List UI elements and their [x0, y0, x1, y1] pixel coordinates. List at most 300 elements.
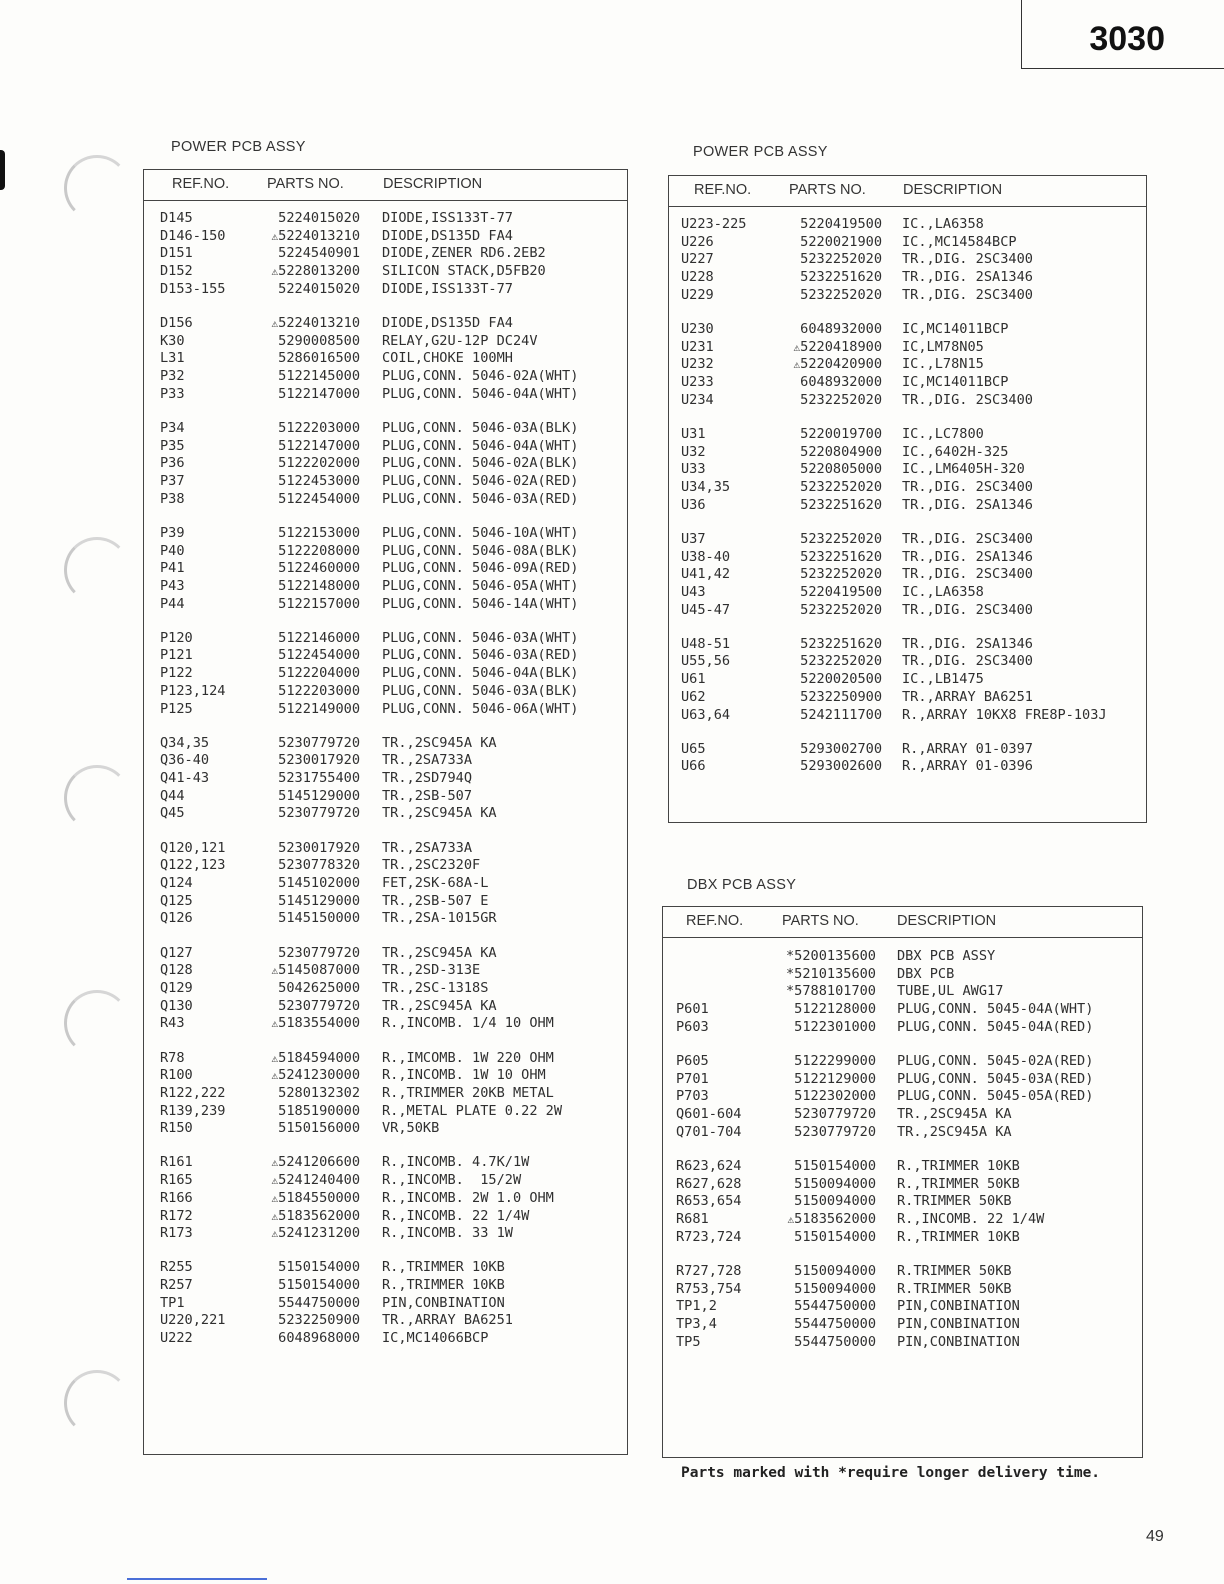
ref-no-cell: R172	[160, 1207, 193, 1224]
part-no-cell	[786, 948, 876, 966]
binding-edge-mark	[0, 150, 5, 190]
description-cell: R.,METAL PLATE 0.22 2W	[382, 1102, 563, 1119]
part-no-cell	[278, 945, 360, 963]
description-cell: PIN,CONBINATION	[897, 1333, 1020, 1350]
part-no-cell	[278, 245, 360, 263]
part-no-cell	[800, 549, 882, 567]
part-no-cell	[278, 210, 360, 228]
part-no-text: 5150094000	[794, 1280, 876, 1297]
table-row	[669, 426, 1146, 444]
row-group	[144, 210, 627, 298]
description-cell: PLUG,CONN. 5046-03A(BLK)	[382, 682, 579, 699]
table-row	[669, 653, 1146, 671]
ref-no-cell: P125	[160, 700, 193, 717]
part-no-text: 5150094000	[794, 1193, 876, 1210]
ref-no-cell: U33	[681, 461, 706, 478]
description-cell: TR.,ARRAY BA6251	[902, 688, 1033, 705]
table-row	[669, 216, 1146, 234]
table-row	[144, 857, 627, 875]
part-no-cell	[278, 578, 360, 596]
part-no-cell	[278, 333, 360, 351]
description-cell: PLUG,CONN. 5045-04A(RED)	[897, 1018, 1094, 1035]
part-no-cell	[800, 426, 882, 444]
part-no-text: 5122453000	[278, 472, 360, 489]
part-no-text: 5544750000	[794, 1315, 876, 1332]
table-row	[144, 1208, 627, 1226]
description-cell: PLUG,CONN. 5045-05A(RED)	[897, 1088, 1094, 1105]
table-row	[144, 752, 627, 770]
description-cell: TR.,DIG. 2SC3400	[902, 391, 1033, 408]
part-no-text: 5220019700	[800, 425, 882, 442]
part-no-text: 5150154000	[278, 1277, 360, 1294]
ref-no-cell: Q34,35	[160, 734, 210, 751]
ref-no-cell: U55,56	[681, 653, 731, 670]
table-row	[144, 228, 627, 246]
description-cell: TR.,2SC2320F	[382, 857, 481, 874]
part-no-text: 5145129000	[278, 787, 360, 804]
part-no-text: 5220804900	[800, 443, 882, 460]
part-no-cell	[278, 438, 360, 456]
part-no-cell	[272, 1154, 360, 1172]
table-row	[144, 910, 627, 928]
row-group	[669, 321, 1146, 409]
ref-no-cell: U229	[681, 286, 714, 303]
table-row	[663, 966, 1142, 984]
safety-warning-icon: ⚠	[271, 265, 279, 279]
part-no-cell	[278, 368, 360, 386]
part-no-text: 5042625000	[278, 979, 360, 996]
description-cell: PLUG,CONN. 5046-04A(WHT)	[382, 437, 579, 454]
description-cell: PLUG,CONN. 5046-04A(WHT)	[382, 385, 579, 402]
part-no-cell	[794, 1001, 876, 1019]
part-no-cell	[800, 216, 882, 234]
part-no-text: 5122454000	[278, 490, 360, 507]
description-cell: TR.,DIG. 2SA1346	[902, 635, 1033, 652]
part-no-cell	[278, 1085, 360, 1103]
description-cell: PLUG,CONN. 5046-09A(RED)	[382, 560, 579, 577]
ref-no-cell: U37	[681, 530, 706, 547]
description-cell: IC.,MC14584BCP	[902, 233, 1017, 250]
part-no-text: 5241240400	[278, 1172, 360, 1189]
table-row	[144, 770, 627, 788]
ref-no-cell: P33	[160, 385, 185, 402]
table-row	[144, 1259, 627, 1277]
row-group	[144, 315, 627, 403]
description-cell: R.TRIMMER 50KB	[897, 1280, 1012, 1297]
part-no-text: 5122299000	[794, 1052, 876, 1069]
description-cell: DBX PCB ASSY	[897, 948, 996, 964]
row-group	[144, 735, 627, 823]
part-no-cell	[278, 596, 360, 614]
ref-no-cell: R257	[160, 1277, 193, 1294]
ref-no-cell: K30	[160, 332, 185, 349]
part-no-text: 5220020500	[800, 671, 882, 688]
ref-no-cell: D151	[160, 245, 193, 262]
part-no-cell	[800, 741, 882, 759]
punch-hole	[64, 155, 130, 221]
ref-no-cell: Q125	[160, 892, 193, 909]
table-row	[144, 1154, 627, 1172]
description-cell: PLUG,CONN. 5046-03A(RED)	[382, 490, 579, 507]
part-no-text: 5232252020	[800, 653, 882, 670]
description-cell: TR.,DIG. 2SC3400	[902, 653, 1033, 670]
safety-warning-icon: ⚠	[271, 1209, 279, 1223]
part-no-text: 5145129000	[278, 892, 360, 909]
part-no-cell	[800, 689, 882, 707]
part-no-text: 5286016500	[278, 350, 360, 367]
table-row	[669, 269, 1146, 287]
table-row	[144, 998, 627, 1016]
safety-warning-icon: ⚠	[271, 229, 279, 243]
ref-no-cell: U32	[681, 443, 706, 460]
table-row	[144, 368, 627, 386]
row-group	[663, 1158, 1142, 1246]
part-no-cell	[278, 386, 360, 404]
ref-no-cell: U232	[681, 356, 714, 373]
part-no-text: 5544750000	[278, 1294, 360, 1311]
safety-warning-icon: ⚠	[271, 1191, 279, 1205]
part-no-cell	[278, 980, 360, 998]
part-no-cell	[794, 1334, 876, 1352]
part-no-cell	[794, 1176, 876, 1194]
part-no-text: *5200135600	[785, 948, 876, 964]
description-cell: IC.,LM6405H-320	[902, 461, 1025, 478]
footnote: Parts marked with *require longer delivery time.	[681, 1465, 1101, 1481]
ref-no-cell: U63,64	[681, 706, 731, 723]
part-no-text: 5241230000	[278, 1067, 360, 1084]
description-cell: TR.,DIG. 2SC3400	[902, 601, 1033, 618]
part-no-text: 5122129000	[794, 1070, 876, 1087]
part-no-text: 5183562000	[794, 1210, 876, 1227]
ref-no-cell: R122,222	[160, 1084, 226, 1101]
description-cell: TR.,DIG. 2SC3400	[902, 286, 1033, 303]
ref-no-cell: P122	[160, 665, 193, 682]
ref-no-cell: P37	[160, 472, 185, 489]
table-row	[669, 497, 1146, 515]
part-no-cell	[272, 1190, 360, 1208]
ref-no-cell: Q120,121	[160, 839, 226, 856]
table-row	[669, 356, 1146, 374]
part-no-text: 5122460000	[278, 560, 360, 577]
row-group	[669, 636, 1146, 724]
ref-no-cell: R753,754	[676, 1280, 742, 1297]
part-no-text: 5220419500	[800, 583, 882, 600]
part-no-cell	[272, 1067, 360, 1085]
ref-no-cell: P41	[160, 560, 185, 577]
part-no-text: 5122147000	[278, 437, 360, 454]
ref-no-cell: Q41-43	[160, 770, 210, 787]
description-cell: TUBE,UL AWG17	[897, 983, 1004, 1000]
ref-no-cell: D156	[160, 314, 193, 331]
part-no-cell	[278, 857, 360, 875]
table-row	[669, 321, 1146, 339]
row-group	[144, 945, 627, 1033]
ref-no-cell: R165	[160, 1172, 193, 1189]
part-no-text: 5230779720	[278, 997, 360, 1014]
safety-warning-icon: ⚠	[271, 1069, 279, 1083]
table-row	[663, 1158, 1142, 1176]
description-cell: IC,LM78N05	[902, 338, 984, 355]
table-row	[144, 210, 627, 228]
part-no-cell	[272, 263, 360, 281]
part-no-text: 5122146000	[278, 629, 360, 646]
description-cell: R.,ARRAY 10KX8 FRE8P-103J	[902, 706, 1107, 723]
part-no-text: 5241231200	[278, 1225, 360, 1242]
ref-no-cell: P36	[160, 455, 185, 472]
part-no-cell	[278, 1277, 360, 1295]
description-cell: TR.,DIG. 2SA1346	[902, 496, 1033, 513]
description-cell: PLUG,CONN. 5045-02A(RED)	[897, 1052, 1094, 1069]
part-no-text: 5122145000	[278, 368, 360, 384]
ref-no-cell: P703	[676, 1088, 709, 1105]
description-cell: R.,INCOMB. 33 1W	[382, 1225, 513, 1242]
part-no-text: 5230779720	[278, 944, 360, 961]
part-no-cell	[800, 444, 882, 462]
table-row	[144, 281, 627, 299]
part-no-cell	[800, 479, 882, 497]
part-no-text: 5242111700	[800, 706, 882, 723]
part-no-cell	[794, 1053, 876, 1071]
part-no-cell	[794, 1158, 876, 1176]
col-description: DESCRIPTION	[897, 913, 997, 929]
ref-no-cell: U43	[681, 583, 706, 600]
ref-no-cell: P121	[160, 647, 193, 664]
table-row	[144, 1067, 627, 1085]
part-no-cell	[800, 461, 882, 479]
part-no-text: 5293002700	[800, 740, 882, 757]
part-no-cell	[278, 525, 360, 543]
description-cell: TR.,DIG. 2SC3400	[902, 478, 1033, 495]
section-title-power-right: POWER PCB ASSY	[693, 144, 828, 160]
part-no-text: 5293002600	[800, 758, 882, 775]
description-cell: TR.,2SA733A	[382, 839, 473, 856]
description-cell: TR.,2SC-1318S	[382, 979, 489, 996]
table-row	[144, 1225, 627, 1243]
ref-no-cell: U230	[681, 320, 714, 337]
table-row	[669, 602, 1146, 620]
ref-no-cell: R161	[160, 1154, 193, 1171]
table-row	[669, 461, 1146, 479]
description-cell: IC.,LC7800	[902, 425, 984, 442]
part-no-cell	[272, 1172, 360, 1190]
part-no-cell	[278, 875, 360, 893]
part-no-cell	[800, 566, 882, 584]
part-no-cell	[278, 1103, 360, 1121]
ref-no-cell: U227	[681, 251, 714, 268]
ref-no-cell: Q44	[160, 787, 185, 804]
table-body	[663, 938, 1142, 1351]
table-row	[144, 701, 627, 719]
description-cell: SILICON STACK,D5FB20	[382, 263, 546, 280]
description-cell: PLUG,CONN. 5046-02A(WHT)	[382, 368, 579, 384]
ref-no-cell: U41,42	[681, 566, 731, 583]
part-no-text: 5183554000	[278, 1015, 360, 1032]
table-row	[144, 1312, 627, 1330]
part-no-cell	[794, 1124, 876, 1142]
ref-no-cell: Q130	[160, 997, 193, 1014]
table-row	[669, 392, 1146, 410]
description-cell: PLUG,CONN. 5046-03A(BLK)	[382, 419, 579, 436]
part-no-cell	[278, 630, 360, 648]
part-no-cell	[272, 315, 360, 333]
blue-underline-mark	[127, 1578, 267, 1580]
ref-no-cell: P38	[160, 490, 185, 507]
part-no-cell	[800, 251, 882, 269]
description-cell: PLUG,CONN. 5046-02A(RED)	[382, 472, 579, 489]
part-no-cell	[800, 321, 882, 339]
row-group	[144, 420, 627, 508]
part-no-text: 5230017920	[278, 839, 360, 856]
ref-no-cell: U231	[681, 338, 714, 355]
description-cell: R.,ARRAY 01-0396	[902, 758, 1033, 775]
part-no-cell	[794, 1193, 876, 1211]
description-cell: TR.,2SC945A KA	[382, 997, 497, 1014]
part-no-text: 5185190000	[278, 1102, 360, 1119]
part-no-cell	[278, 701, 360, 719]
part-no-text: 5145102000	[278, 875, 360, 891]
table-row	[144, 1190, 627, 1208]
part-no-text: 5220420900	[800, 356, 882, 373]
table-row	[663, 1229, 1142, 1247]
part-no-cell	[278, 1295, 360, 1313]
row-group	[669, 531, 1146, 619]
description-cell: IC.,LB1475	[902, 671, 984, 688]
part-no-cell	[272, 228, 360, 246]
table-row	[144, 315, 627, 333]
description-cell: TR.,DIG. 2SC3400	[902, 251, 1033, 268]
description-cell: R.,INCOMB. 2W 1.0 OHM	[382, 1189, 554, 1206]
safety-warning-icon: ⚠	[271, 1227, 279, 1241]
description-cell: R.,TRIMMER 10KB	[897, 1228, 1020, 1245]
col-ref-no: REF.NO.	[172, 176, 230, 192]
safety-warning-icon: ⚠	[271, 1174, 279, 1188]
table-row	[144, 665, 627, 683]
table-row	[144, 386, 627, 404]
ref-no-cell: P701	[676, 1070, 709, 1087]
part-no-text: 5184594000	[278, 1049, 360, 1066]
table-row	[669, 566, 1146, 584]
part-no-cell	[278, 1259, 360, 1277]
part-no-cell	[278, 1312, 360, 1330]
description-cell: IC.,L78N15	[902, 356, 984, 373]
part-no-text: 5224013210	[278, 314, 360, 331]
part-no-text: 5232251620	[800, 548, 882, 565]
part-no-text: 5183562000	[278, 1207, 360, 1224]
part-no-text: 5184550000	[278, 1189, 360, 1206]
part-no-cell	[272, 1015, 360, 1033]
row-group	[669, 426, 1146, 514]
description-cell: TR.,2SD-313E	[382, 962, 481, 979]
ref-no-cell: P601	[676, 1001, 709, 1018]
part-no-text: 5232250900	[278, 1312, 360, 1329]
ref-no-cell: P603	[676, 1018, 709, 1035]
ref-no-cell: U31	[681, 425, 706, 442]
ref-no-cell: P120	[160, 629, 193, 646]
description-cell: R.,TRIMMER 10KB	[897, 1157, 1020, 1174]
part-no-cell	[794, 1019, 876, 1037]
ref-no-cell: U223-225	[681, 216, 747, 232]
part-no-text: 6048932000	[800, 320, 882, 337]
part-no-text: 5122157000	[278, 595, 360, 612]
safety-warning-icon: ⚠	[271, 1051, 279, 1065]
punch-hole	[64, 990, 130, 1056]
part-no-text: 5150154000	[794, 1157, 876, 1174]
ref-no-cell: R627,628	[676, 1175, 742, 1192]
table-row	[663, 1316, 1142, 1334]
table-row	[663, 1263, 1142, 1281]
description-cell: IC,MC14011BCP	[902, 374, 1009, 390]
description-cell: TR.,DIG. 2SA1346	[902, 269, 1033, 286]
part-no-cell	[278, 543, 360, 561]
description-cell: VR,50KB	[382, 1120, 440, 1137]
part-no-text: 5224015020	[278, 280, 360, 297]
part-no-cell	[272, 1225, 360, 1243]
ref-no-cell: U222	[160, 1330, 193, 1347]
description-cell: TR.,2SB-507	[382, 787, 473, 804]
row-group	[144, 525, 627, 613]
part-no-text: 5232252020	[800, 391, 882, 408]
table-header	[669, 176, 1146, 207]
part-no-text: 5122204000	[278, 665, 360, 682]
description-cell: R.,INCOMB. 1/4 10 OHM	[382, 1015, 554, 1032]
part-no-text: 5230017920	[278, 752, 360, 769]
table-row	[144, 980, 627, 998]
part-no-text: 5122454000	[278, 647, 360, 664]
table-row	[669, 287, 1146, 305]
part-no-text: 5122301000	[794, 1018, 876, 1035]
col-description: DESCRIPTION	[383, 176, 483, 192]
description-cell: PLUG,CONN. 5046-04A(BLK)	[382, 665, 579, 682]
part-no-text: 5224015020	[278, 210, 360, 226]
part-no-text: 6048968000	[278, 1330, 360, 1347]
description-cell: TR.,2SC945A KA	[897, 1106, 1012, 1122]
part-no-text: 5122148000	[278, 577, 360, 594]
table-row	[669, 234, 1146, 252]
part-no-text: 5122147000	[278, 385, 360, 402]
ref-no-cell: R173	[160, 1225, 193, 1242]
ref-no-cell: R150	[160, 1120, 193, 1137]
section-title-dbx: DBX PCB ASSY	[687, 877, 797, 893]
table-row	[144, 596, 627, 614]
part-no-cell	[278, 770, 360, 788]
part-no-cell	[278, 473, 360, 491]
table-row	[144, 245, 627, 263]
part-no-cell	[278, 665, 360, 683]
ref-no-cell: P44	[160, 595, 185, 612]
description-cell: PIN,CONBINATION	[897, 1315, 1020, 1332]
ref-no-cell: P123,124	[160, 682, 226, 699]
ref-no-cell: D153-155	[160, 280, 226, 297]
table-row	[144, 962, 627, 980]
part-no-text: 5232252020	[800, 251, 882, 268]
table-row	[144, 543, 627, 561]
safety-warning-icon: ⚠	[271, 1156, 279, 1170]
ref-no-cell: D152	[160, 263, 193, 280]
ref-no-cell: P39	[160, 524, 185, 541]
ref-no-cell: Q126	[160, 910, 193, 927]
model-box	[1021, 0, 1224, 69]
part-no-cell	[278, 910, 360, 928]
part-no-cell	[800, 653, 882, 671]
part-no-cell	[278, 735, 360, 753]
part-no-cell	[278, 281, 360, 299]
row-group	[144, 1154, 627, 1242]
description-cell: TR.,2SC945A KA	[382, 734, 497, 751]
part-no-cell	[786, 983, 876, 1001]
description-cell: DBX PCB	[897, 965, 955, 982]
table-row	[669, 374, 1146, 392]
table-row	[663, 948, 1142, 966]
